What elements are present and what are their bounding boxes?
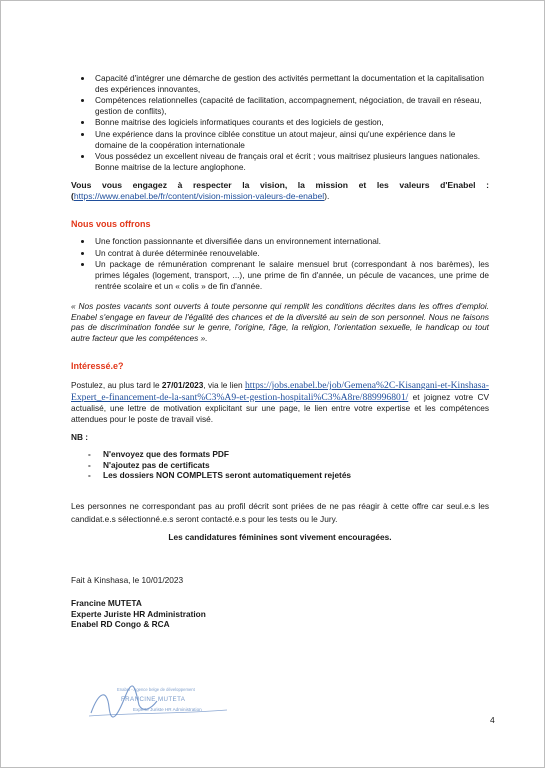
signature-block: [71, 598, 489, 630]
list-item: • Une expérience dans la province ciblée constitue un atout majeur, ainsi qu'une expérience dans le domaine de la coopération internationale: [93, 129, 489, 150]
apply-suffix: et joignez votre CV actualisé, une lettre de motivation explicitant sur une page, le lien entre votre expertise et les compétences attendues pour le poste de travail visé.: [71, 391, 489, 424]
stamp-title: Experte Juriste HR Administration: [133, 707, 202, 712]
application-link[interactable]: https://jobs.enabel.be/job/Gemena%2C-Kisangani-et-Kinshasa-Expert_e-financement-de-la-sant%C3%A9-et-gestion-hospitali%C3%A8re/889996801/: [71, 380, 489, 403]
list-item: - N'envoyez que des formats PDF: [88, 449, 489, 460]
stamp-name: FRANCINE MUTETA: [121, 696, 186, 703]
list-item: - Les dossiers NON COMPLETS seront automatiquement rejetés: [88, 470, 489, 481]
list-item: • Un contrat à durée déterminée renouvelable.: [93, 248, 489, 259]
apply-middle: , via le lien: [203, 380, 245, 391]
signature-stamp: [87, 683, 232, 719]
values-link[interactable]: https://www.enabel.be/fr/content/vision-mission-valeurs-de-enabel: [73, 190, 325, 201]
signatory-org: Enabel RD Congo & RCA: [71, 619, 170, 630]
skills-list: [71, 73, 489, 172]
list-item: • Vous possédez un excellent niveau de français oral et écrit ; vous maitrisez plusieurs langues nationales. Bonne maitrise de la lecture anglophone.: [93, 151, 489, 172]
diversity-statement: « Nos postes vacants sont ouverts à toute personne qui remplit les conditions décrites dans les offres d'emploi. Enabel s'engage en faveur de l'égalité des chances et de la diversité au sein de son personnel. Nous ne faisons pas de discrimination fondée sur le genre, l'origine, l'âge, la religion, l'orientation sexuelle, le handicap ou tout autre facteur que les compétences ».: [71, 301, 489, 343]
apply-paragraph: [71, 380, 489, 424]
deadline-date: 27/01/2023: [161, 380, 204, 391]
place-date: Fait à Kinshasa, le 10/01/2023: [71, 575, 184, 586]
nb-label: NB :: [71, 432, 89, 443]
list-item: - N'ajoutez pas de certificats: [88, 460, 489, 471]
list-item: • Capacité d'intégrer une démarche de gestion des activités permettant la documentation et la capitalisation des expériences innovantes,: [93, 73, 489, 94]
women-encouraged: Les candidatures féminines sont vivement encouragées.: [168, 531, 392, 542]
stamp-org: Enabel - Agence belge de développement: [117, 687, 195, 692]
list-item: • Compétences relationnelles (capacité de facilitation, accompagnement, négociation, de travail en réseau, gestion de conflits),: [93, 95, 489, 116]
signatory-name: Francine MUTETA: [71, 598, 142, 608]
values-text: Vous vous engagez à respecter la vision, la mission et les valeurs d'Enabel :(: [71, 180, 489, 201]
apply-prefix: Postulez, au plus tard le: [71, 380, 162, 391]
offer-list: [71, 236, 489, 291]
list-item: • Un package de rémunération comprenant le salaire mensuel brut (correspondant à nos barèmes), les primes légales (logement, transport, ...), une prime de fin d'année, un pécule de vacances, une prime de rentrée scolaire et un « colis » de fin d'année.: [93, 259, 489, 291]
nb-list: [71, 449, 489, 481]
signatory-title: Experte Juriste HR Administration: [71, 608, 206, 619]
values-statement: [71, 180, 489, 201]
offer-section-title: Nous vous offrons: [71, 218, 151, 229]
list-item: • Une fonction passionnante et diversifiée dans un environnement international.: [93, 236, 489, 247]
interested-section-title: Intéressé.e?: [71, 361, 124, 372]
page-content: [71, 67, 489, 630]
selection-note: Les personnes ne correspondant pas au profil décrit sont priées de ne pas réagir à cette offre car seul.e.s les candidat.e.s sélectionné.e.s seront contacté.e.s pour les tests ou le Jury.: [71, 500, 489, 524]
values-end: ).: [324, 190, 330, 201]
page-number: 4: [490, 715, 495, 725]
list-item: • Bonne maitrise des logiciels informatiques courants et des logiciels de gestion,: [93, 117, 489, 128]
